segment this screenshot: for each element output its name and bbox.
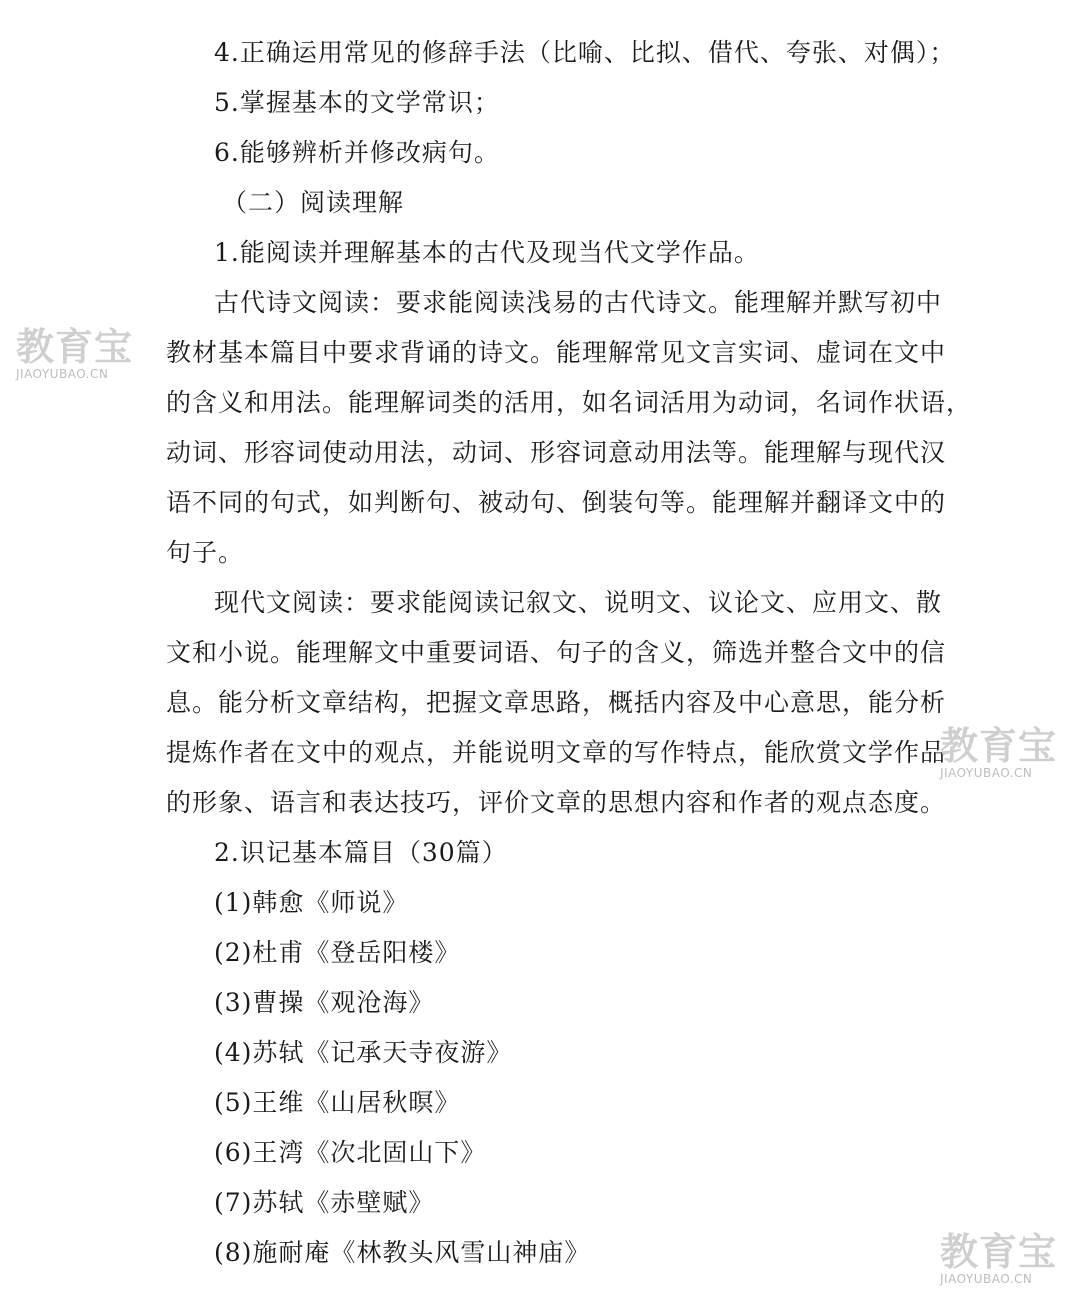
- work-item: (2)杜甫《登岳阳楼》: [214, 938, 461, 967]
- paragraph-line: 语不同的句式，如判断句、被动句、倒装句等。能理解并翻译文中的: [166, 488, 947, 517]
- watermark-right: [940, 726, 1057, 780]
- list-item: 4.正确运用常见的修辞手法（比喻、比拟、借代、夸张、对偶）；: [214, 38, 956, 67]
- paragraph-line: 句子。: [166, 538, 245, 567]
- work-item: (6)王湾《次北固山下》: [214, 1138, 487, 1167]
- paragraph-line: 的形象、语言和表达技巧，评价文章的思想内容和作者的观点态度。: [166, 788, 947, 817]
- work-item: (1)韩愈《师说》: [214, 888, 409, 917]
- work-item: (5)王维《山居秋暝》: [214, 1088, 461, 1117]
- watermark-url: JIAOYUBAO.CN: [16, 367, 109, 381]
- work-item: (8)施耐庵《林教头风雪山神庙》: [214, 1238, 591, 1267]
- watermark-left: [16, 327, 133, 381]
- work-item: (3)曹操《观沧海》: [214, 988, 435, 1017]
- list-item: 1.能阅读并理解基本的古代及现当代文学作品。: [214, 238, 760, 267]
- watermark-url: JIAOYUBAO.CN: [940, 766, 1033, 780]
- watermark-url: JIAOYUBAO.CN: [940, 1272, 1033, 1286]
- section-heading: （二）阅读理解: [222, 188, 405, 217]
- paragraph-line: 古代诗文阅读：要求能阅读浅易的古代诗文。能理解并默写初中: [214, 288, 943, 317]
- paragraph-line: 文和小说。能理解文中重要词语、句子的含义，筛选并整合文中的信: [166, 638, 947, 667]
- list-item: 6.能够辨析并修改病句。: [214, 138, 500, 167]
- list-item: 2.识记基本篇目（30篇）: [214, 838, 508, 867]
- work-item: (7)苏轼《赤壁赋》: [214, 1188, 435, 1217]
- paragraph-line: 教材基本篇目中要求背诵的诗文。能理解常见文言实词、虚词在文中: [166, 338, 947, 367]
- work-item: (4)苏轼《记承天寺夜游》: [214, 1038, 513, 1067]
- watermark-logo-text: 教育宝: [940, 1230, 1058, 1274]
- paragraph-line: 现代文阅读：要求能阅读记叙文、说明文、议论文、应用文、散: [214, 588, 943, 617]
- paragraph-line: 的含义和用法。能理解词类的活用，如名词活用为动词，名词作状语，: [166, 388, 973, 417]
- paragraph-line: 动词、形容词使动用法，动词、形容词意动用法等。能理解与现代汉: [166, 438, 947, 467]
- watermark-logo-text: 教育宝: [16, 325, 134, 369]
- watermark-logo-text: 教育宝: [940, 724, 1058, 768]
- list-item: 5.掌握基本的文学常识；: [214, 88, 500, 117]
- watermark-bottom-right: [940, 1232, 1057, 1286]
- paragraph-line: 息。能分析文章结构，把握文章思路，概括内容及中心意思，能分析: [166, 688, 947, 717]
- paragraph-line: 提炼作者在文中的观点，并能说明文章的写作特点，能欣赏文学作品: [166, 738, 947, 767]
